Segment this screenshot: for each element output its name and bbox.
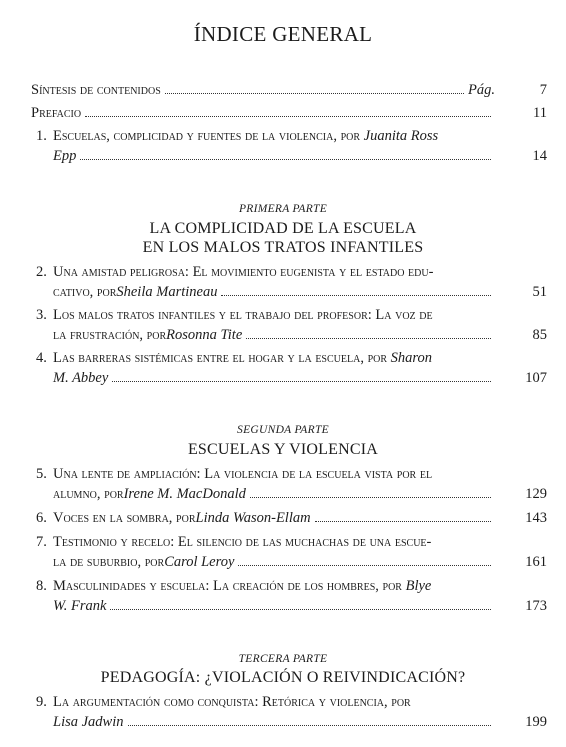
dot-leader xyxy=(238,553,491,566)
page-number: 11 xyxy=(533,105,547,121)
entry-title: Una lente de ampliación: La violencia de la escuela vista por el xyxy=(53,466,433,482)
dot-leader xyxy=(315,509,491,522)
entry-title-cont: alumno, por xyxy=(53,486,124,502)
part-title: LA COMPLICIDAD DE LA ESCUELA xyxy=(149,220,417,237)
toc-entry-chapter-3[interactable] xyxy=(31,305,547,345)
toc-entry-prefacio[interactable] xyxy=(31,103,547,123)
entry-title-cont: cativo, por xyxy=(53,284,117,300)
toc-entry-chapter-1[interactable] xyxy=(31,126,547,166)
entry-title: Escuelas, complicidad y fuentes de la violencia, por xyxy=(53,128,364,144)
entry-title-cont: la de suburbio, por xyxy=(53,554,165,570)
entry-title: Las barreras sistémicas entre el hogar y la escuela, por xyxy=(53,350,391,366)
toc-entry-chapter-6[interactable] xyxy=(31,508,547,528)
entry-author: Juanita Ross xyxy=(363,128,439,144)
page-number: 129 xyxy=(525,486,547,502)
page-title: ÍNDICE GENERAL xyxy=(193,22,373,46)
entry-title: Voces en la sombra, por xyxy=(53,510,196,526)
dot-leader xyxy=(110,597,491,610)
chapter-number: 5. xyxy=(36,466,47,482)
page-number: 51 xyxy=(532,284,547,300)
chapter-number: 8. xyxy=(36,578,47,594)
entry-title: Testimonio y recelo: El silencio de las muchachas de una escue- xyxy=(53,534,432,550)
entry-author: Linda Wason-Ellam xyxy=(195,510,311,526)
page-number: 143 xyxy=(525,510,547,526)
page-number: 107 xyxy=(525,370,547,386)
dot-leader xyxy=(165,81,464,94)
chapter-number: 3. xyxy=(36,307,47,323)
dot-leader xyxy=(221,283,491,296)
entry-author: Rosonna Tite xyxy=(166,327,243,343)
entry-title: Una amistad peligrosa: El movimiento eugenista y el estado edu- xyxy=(53,264,434,280)
entry-author: Sheila Martineau xyxy=(116,284,218,300)
dot-leader xyxy=(128,713,492,726)
page-number: 173 xyxy=(525,598,547,614)
toc-entry-chapter-8[interactable] xyxy=(31,576,547,616)
entry-author: Irene M. MacDonald xyxy=(123,486,246,502)
chapter-number: 7. xyxy=(36,534,47,550)
part-title: ESCUELAS Y VIOLENCIA xyxy=(187,441,379,458)
entry-title-cont: la frustración, por xyxy=(53,327,167,343)
part-label: TERCERA PARTE xyxy=(238,653,328,665)
entry-author-cont: M. Abbey xyxy=(53,370,109,386)
chapter-number: 4. xyxy=(36,350,47,366)
entry-author: Blye xyxy=(405,578,432,594)
part-title: PEDAGOGÍA: ¿VIOLACIÓN O REIVINDICACIÓN? xyxy=(100,669,466,686)
chapter-number: 2. xyxy=(36,264,47,280)
entry-title: La argumentación como conquista: Retórica y violencia, por xyxy=(53,694,411,710)
dot-leader xyxy=(246,326,491,339)
entry-author: Sharon xyxy=(390,350,433,366)
toc-entry-chapter-7[interactable] xyxy=(31,532,547,572)
entry-title: Masculinidades y escuela: La creación de los hombres, por xyxy=(53,578,406,594)
entry-title: Síntesis de contenidos xyxy=(31,82,161,98)
page-label: Pág. xyxy=(468,82,495,98)
toc-entry-chapter-5[interactable] xyxy=(31,464,547,504)
dot-leader xyxy=(112,369,491,382)
toc-entry-synthesis[interactable] xyxy=(31,80,547,100)
chapter-number: 6. xyxy=(36,510,47,526)
toc-entry-chapter-4[interactable] xyxy=(31,348,547,388)
part-label: PRIMERA PARTE xyxy=(238,203,328,215)
dot-leader xyxy=(80,147,491,160)
dot-leader xyxy=(250,485,491,498)
toc-entry-chapter-9[interactable] xyxy=(31,692,547,732)
entry-author: Lisa Jadwin xyxy=(53,714,124,730)
chapter-number: 9. xyxy=(36,694,47,710)
page-number: 85 xyxy=(532,327,547,343)
dot-leader xyxy=(85,104,491,117)
entry-author-cont: W. Frank xyxy=(53,598,107,614)
page-number: 161 xyxy=(525,554,547,570)
entry-author-cont: Epp xyxy=(53,148,77,164)
entry-title: Prefacio xyxy=(31,105,82,121)
entry-author: Carol Leroy xyxy=(164,554,235,570)
part-label: SEGUNDA PARTE xyxy=(237,424,329,436)
page-number: 199 xyxy=(525,714,547,730)
part-title: EN LOS MALOS TRATOS INFANTILES xyxy=(142,239,424,256)
page-number: 7 xyxy=(539,82,547,98)
chapter-number: 1. xyxy=(36,128,47,144)
toc-entry-chapter-2[interactable] xyxy=(31,262,547,302)
entry-title: Los malos tratos infantiles y el trabajo del profesor: La voz de xyxy=(53,307,433,323)
page-number: 14 xyxy=(532,148,547,164)
